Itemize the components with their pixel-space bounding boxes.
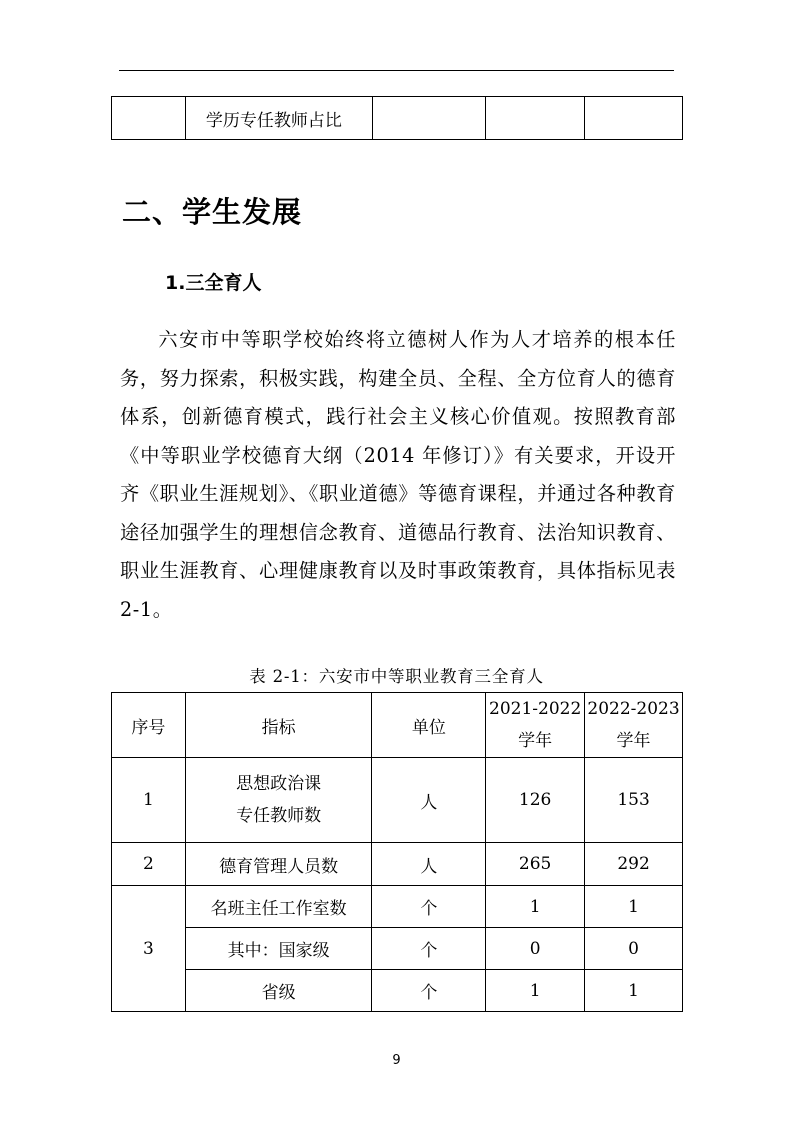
seq-cell: 1: [112, 758, 186, 843]
table-row: [112, 97, 683, 140]
header-year2: [585, 693, 683, 758]
year1-value: 126: [486, 758, 585, 843]
header-year2-range: 2022-2023: [587, 699, 680, 719]
year1-value: 1: [486, 970, 585, 1012]
previous-table-tail: [111, 96, 683, 140]
header-indicator: 指标: [185, 693, 372, 758]
seq-cell: 2: [112, 843, 186, 886]
year2-value: 0: [585, 928, 683, 970]
section-heading: 二、学生发展: [122, 195, 303, 229]
header-seq: 序号: [112, 693, 186, 758]
year2-value: 1: [585, 886, 683, 928]
table-caption: 表 2-1：六安市中等职业教育三全育人: [249, 667, 544, 686]
year1-value: 1: [486, 886, 585, 928]
header-unit: 单位: [372, 693, 486, 758]
unit-cell: 人: [372, 843, 486, 886]
table-row: [112, 928, 683, 970]
indicator-table: [111, 692, 683, 1012]
header-year1-range: 2021-2022: [489, 699, 582, 719]
unit-cell: 人: [372, 758, 486, 843]
year1-value: 0: [486, 928, 585, 970]
year2-value: 153: [585, 758, 683, 843]
indicator-line: 思想政治课: [236, 774, 322, 794]
indicator-cell: 德育管理人员数: [185, 843, 372, 886]
year1-cell: [486, 97, 585, 140]
header-year1-suffix: 学年: [518, 731, 553, 751]
indicator-line: 专任教师数: [236, 806, 322, 826]
unit-cell: 个: [372, 928, 486, 970]
unit-cell: 个: [372, 886, 486, 928]
table-row: [112, 843, 683, 886]
seq-cell: [112, 97, 186, 140]
table-header-row: [112, 693, 683, 758]
table-row: [112, 970, 683, 1012]
indicator-cell: [185, 758, 372, 843]
indicator-cell: 学历专任教师占比: [185, 97, 372, 140]
page-number: 9: [392, 1053, 401, 1068]
header-rule: [119, 70, 674, 71]
header-year1: [486, 693, 585, 758]
year2-cell: [585, 97, 683, 140]
table-row: [112, 758, 683, 843]
unit-cell: [372, 97, 486, 140]
indicator-cell: 名班主任工作室数: [185, 886, 372, 928]
body-paragraph: 六安市中等职学校始终将立德树人作为人才培养的根本任务，努力探索，积极实践，构建全员、全程、全方位育人的德育体系，创新德育模式，践行社会主义核心价值观。按照教育部《中等职业学校德育大纲（2014 年修订）》有关要求，开设开齐《职业生涯规划》、《职业道德》等德育课程，并通过各种教育途径加强学生的理想信念教育、道德品行教育、法治知识教育、职业生涯教育、心理健康教育以及时事政策教育，具体指标见表 2-1。: [120, 328, 676, 621]
year2-value: 1: [585, 970, 683, 1012]
year1-value: 265: [486, 843, 585, 886]
year2-value: 292: [585, 843, 683, 886]
unit-cell: 个: [372, 970, 486, 1012]
seq-cell: 3: [112, 886, 186, 1012]
subsection-heading: 1.三全育人: [165, 272, 262, 294]
indicator-cell: 省级: [185, 970, 372, 1012]
table-row: [112, 886, 683, 928]
indicator-cell: 其中：国家级: [185, 928, 372, 970]
header-year2-suffix: 学年: [616, 731, 651, 751]
